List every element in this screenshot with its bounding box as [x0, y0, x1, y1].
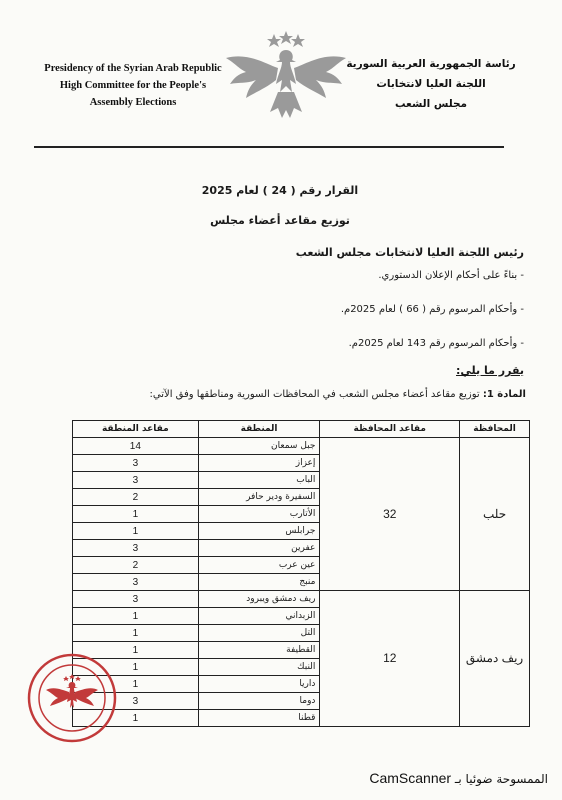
district-cell: داريا [198, 676, 320, 693]
basis-line-1: - بناءً على أحكام الإعلان الدستوري. [378, 270, 524, 281]
district-cell: قطنا [198, 710, 320, 727]
district-seats-cell: 1 [73, 642, 199, 659]
district-seats-cell: 3 [73, 540, 199, 557]
district-seats-cell: 2 [73, 557, 199, 574]
governorate-cell: ريف دمشق [460, 591, 530, 727]
district-cell: منبج [198, 574, 320, 591]
district-cell: النبك [198, 659, 320, 676]
district-seats-cell: 1 [73, 608, 199, 625]
district-seats-cell: 1 [73, 506, 199, 523]
district-cell: الأتارب [198, 506, 320, 523]
district-cell: ريف دمشق ويبرود [198, 591, 320, 608]
table-row [73, 438, 530, 455]
scanner-text: الممسوحة ضوئيا بـ [451, 772, 548, 786]
decision-title: القرار رقم ( 24 ) لعام 2025 [201, 184, 359, 197]
official-seal-icon [26, 652, 118, 744]
article-1 [26, 389, 526, 400]
district-seats-cell: 1 [73, 710, 199, 727]
district-cell: جبل سمعان [198, 438, 320, 455]
header-en-line-3: Assembly Elections [89, 97, 177, 108]
district-cell: التل [198, 625, 320, 642]
scanner-watermark [318, 770, 548, 786]
district-cell: الباب [198, 472, 320, 489]
header-district: المنطقة [198, 421, 320, 438]
header-en-line-2: High Committee for the People's [59, 80, 207, 91]
governorate-cell: حلب [460, 438, 530, 591]
district-cell: عين عرب [198, 557, 320, 574]
header-governorate: المحافظة [460, 421, 530, 438]
district-seats-cell: 3 [73, 693, 199, 710]
issuer-line: رئيس اللجنة العليا لانتخابات مجلس الشعب [295, 246, 524, 259]
district-seats-cell: 3 [73, 455, 199, 472]
decided-heading: يقرر ما يلي: [456, 364, 524, 377]
header-arabic [346, 54, 516, 114]
district-seats-cell: 1 [73, 523, 199, 540]
district-seats-cell: 3 [73, 574, 199, 591]
district-cell: السفيرة ودير حافر [198, 489, 320, 506]
basis-line-3: - وأحكام المرسوم رقم 143 لعام 2025م. [348, 338, 524, 349]
seats-table [72, 420, 530, 727]
district-seats-cell: 3 [73, 591, 199, 608]
eagle-emblem-icon [222, 28, 350, 124]
header-divider [34, 146, 504, 148]
governorate-seats-cell: 12 [320, 591, 460, 727]
governorate-seats-cell: 32 [320, 438, 460, 591]
district-seats-cell: 3 [73, 472, 199, 489]
district-seats-cell: 1 [73, 625, 199, 642]
district-cell: القطيفة [198, 642, 320, 659]
basis-line-2: - وأحكام المرسوم رقم ( 66 ) لعام 2025م. [340, 304, 524, 315]
header-en-line-1: Presidency of the Syrian Arab Republic [44, 63, 222, 74]
district-cell: دوما [198, 693, 320, 710]
decision-subject: توزيع مقاعد أعضاء مجلس [210, 214, 350, 227]
header-ar-line-1: رئاسة الجمهورية العربية السورية [346, 58, 516, 70]
header-ar-line-3: مجلس الشعب [394, 98, 468, 110]
district-cell: إعزاز [198, 455, 320, 472]
scanner-brand: CamScanner [369, 770, 452, 786]
district-cell: جرابلس [198, 523, 320, 540]
header-ar-line-2: اللجنة العليا لانتخابات [376, 78, 486, 90]
header-english [38, 60, 228, 111]
article-text: توزيع مقاعد أعضاء مجلس الشعب في المحافظات السورية ومناطقها وفق الآتي: [149, 389, 483, 400]
table-header-row [73, 421, 530, 438]
district-seats-cell: 2 [73, 489, 199, 506]
table-row [73, 591, 530, 608]
district-seats-cell: 1 [73, 676, 199, 693]
header-governorate-seats: مقاعد المحافظة [320, 421, 460, 438]
header-district-seats: مقاعد المنطقة [73, 421, 199, 438]
district-cell: عفرين [198, 540, 320, 557]
district-cell: الزبداني [198, 608, 320, 625]
article-label: المادة 1: [482, 389, 526, 400]
district-seats-cell: 14 [73, 438, 199, 455]
district-seats-cell: 1 [73, 659, 199, 676]
